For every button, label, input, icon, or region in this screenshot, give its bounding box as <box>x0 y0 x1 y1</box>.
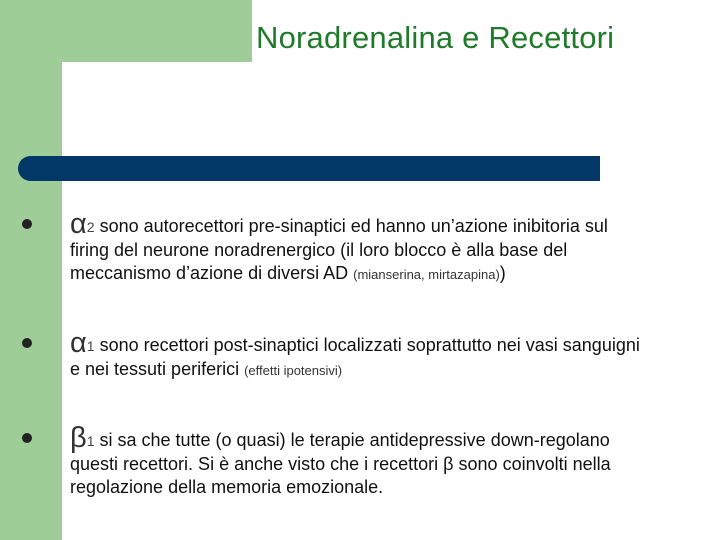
green-left-band <box>0 0 62 540</box>
bullet-text: sono recettori post-sinaptici localizzati soprattutto nei vasi sanguigni <box>94 335 640 355</box>
bullet-line-2 <box>70 453 710 476</box>
bullet-dot <box>22 219 32 229</box>
receptor-symbol: α <box>70 208 87 240</box>
bullet-dot <box>22 433 32 443</box>
bullet-line-1 <box>70 424 710 453</box>
bullet-dot <box>22 338 32 348</box>
closing-paren: ) <box>499 263 506 283</box>
bullet-text: regolazione della memoria emozionale. <box>70 477 384 497</box>
bullet-text: meccanismo d’azione di diversi AD <box>70 263 354 283</box>
bullet-line-2 <box>70 239 710 262</box>
bullet-line-1 <box>70 329 710 358</box>
bullet-line-3 <box>70 476 710 499</box>
effect-note: (effetti ipotensivi) <box>244 363 343 378</box>
drug-examples: (mianserina, mirtazapina) <box>353 267 500 282</box>
receptor-subscript: 2 <box>86 219 95 235</box>
bullet-alpha2 <box>70 210 710 286</box>
receptor-symbol: α <box>70 327 87 359</box>
receptor-subscript: 1 <box>86 338 95 354</box>
bullet-text: si sa che tutte (o quasi) le terapie antidepressive down-regolano <box>94 430 610 450</box>
bullet-text: questi recettori. Si è anche visto che i recettori β sono coinvolti nella <box>70 454 611 474</box>
bullet-text: sono autorecettori pre-sinaptici ed hanno un’azione inibitoria sul <box>94 216 608 236</box>
bullet-beta1 <box>70 424 710 499</box>
bullet-text: firing del neurone noradrenergico (il loro blocco è alla base del <box>70 240 568 260</box>
bullet-alpha1 <box>70 329 710 382</box>
bullet-line-2 <box>70 358 710 382</box>
bullet-line-1 <box>70 210 710 239</box>
white-corner-curve <box>62 62 90 90</box>
slide-title: Noradrenalina e Recettori <box>256 20 615 55</box>
blue-divider-bar <box>18 156 600 181</box>
receptor-subscript: 1 <box>86 433 95 449</box>
receptor-symbol: β <box>70 422 87 454</box>
bullet-text: e nei tessuti periferici <box>70 359 245 379</box>
bullet-line-3 <box>70 262 710 286</box>
